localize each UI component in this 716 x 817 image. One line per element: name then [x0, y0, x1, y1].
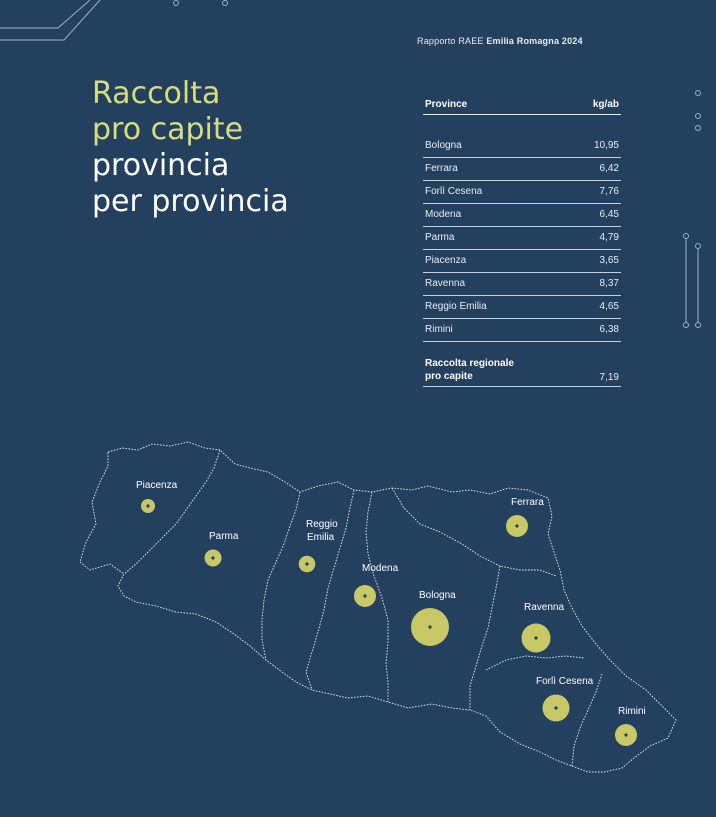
border-bologna-ravenna — [470, 566, 500, 710]
row-value: 3,65 — [599, 255, 619, 266]
regional-total-label — [425, 357, 514, 383]
province-table — [423, 97, 621, 387]
row-value: 10,95 — [593, 140, 619, 151]
row-province: Modena — [425, 209, 462, 220]
report-header — [417, 36, 583, 46]
label-ravenna: Ravenna — [524, 602, 565, 613]
label-reggio-2: Emilia — [307, 532, 335, 543]
title-line-4: per provincia — [92, 184, 289, 219]
row-province: Reggio Emilia — [425, 301, 487, 312]
row-province: Ferrara — [425, 163, 458, 174]
row-value: 4,65 — [599, 301, 619, 312]
title-line-3: provincia — [92, 148, 230, 183]
table-header — [423, 97, 621, 115]
row-value: 6,45 — [599, 209, 619, 220]
table-row — [423, 137, 621, 158]
total-label-line-2: pro capite — [425, 371, 473, 382]
row-province: Parma — [425, 232, 455, 243]
region-outline — [80, 442, 676, 772]
border-parma-reggio — [262, 492, 300, 660]
label-ferrara: Ferrara — [511, 497, 544, 508]
map-borders — [80, 442, 676, 772]
region-map — [0, 420, 716, 817]
total-label-line-1: Raccolta regionale — [425, 358, 514, 369]
row-province: Piacenza — [425, 255, 467, 266]
label-modena: Modena — [362, 563, 399, 574]
label-forli-cesena: Forlì Cesena — [536, 676, 594, 687]
regional-total-value: 7,19 — [599, 372, 619, 383]
row-value: 7,76 — [599, 186, 619, 197]
label-piacenza: Piacenza — [136, 480, 178, 491]
row-value: 6,42 — [599, 163, 619, 174]
page-title — [92, 76, 289, 220]
row-value: 4,79 — [599, 232, 619, 243]
title-line-1: Raccolta — [92, 76, 221, 111]
table-row — [423, 321, 621, 342]
title-line-2: pro capite — [92, 112, 244, 147]
table-row — [423, 160, 621, 181]
row-province: Rimini — [425, 324, 453, 335]
label-parma: Parma — [209, 531, 239, 542]
table-row — [423, 229, 621, 250]
row-value: 8,37 — [599, 278, 619, 289]
report-title: Emilia Romagna 2024 — [486, 36, 583, 46]
table-row — [423, 252, 621, 273]
row-province: Ravenna — [425, 278, 466, 289]
column-province: Province — [425, 99, 468, 110]
table-rows — [423, 137, 621, 342]
label-bologna: Bologna — [419, 590, 456, 601]
table-row — [423, 298, 621, 319]
label-rimini: Rimini — [618, 706, 646, 717]
table-row — [423, 275, 621, 296]
table-row — [423, 183, 621, 204]
regional-total-row — [423, 357, 621, 387]
report-prefix: Rapporto RAEE — [417, 36, 484, 46]
row-province: Forlì Cesena — [425, 186, 483, 197]
border-ravenna-forli — [486, 656, 584, 670]
label-reggio-1: Reggio — [306, 519, 338, 530]
column-value: kg/ab — [592, 99, 619, 110]
row-province: Bologna — [425, 140, 462, 151]
table-row — [423, 206, 621, 227]
row-value: 6,38 — [599, 324, 619, 335]
province-labels — [136, 480, 646, 717]
border-forli-rimini — [572, 674, 602, 766]
